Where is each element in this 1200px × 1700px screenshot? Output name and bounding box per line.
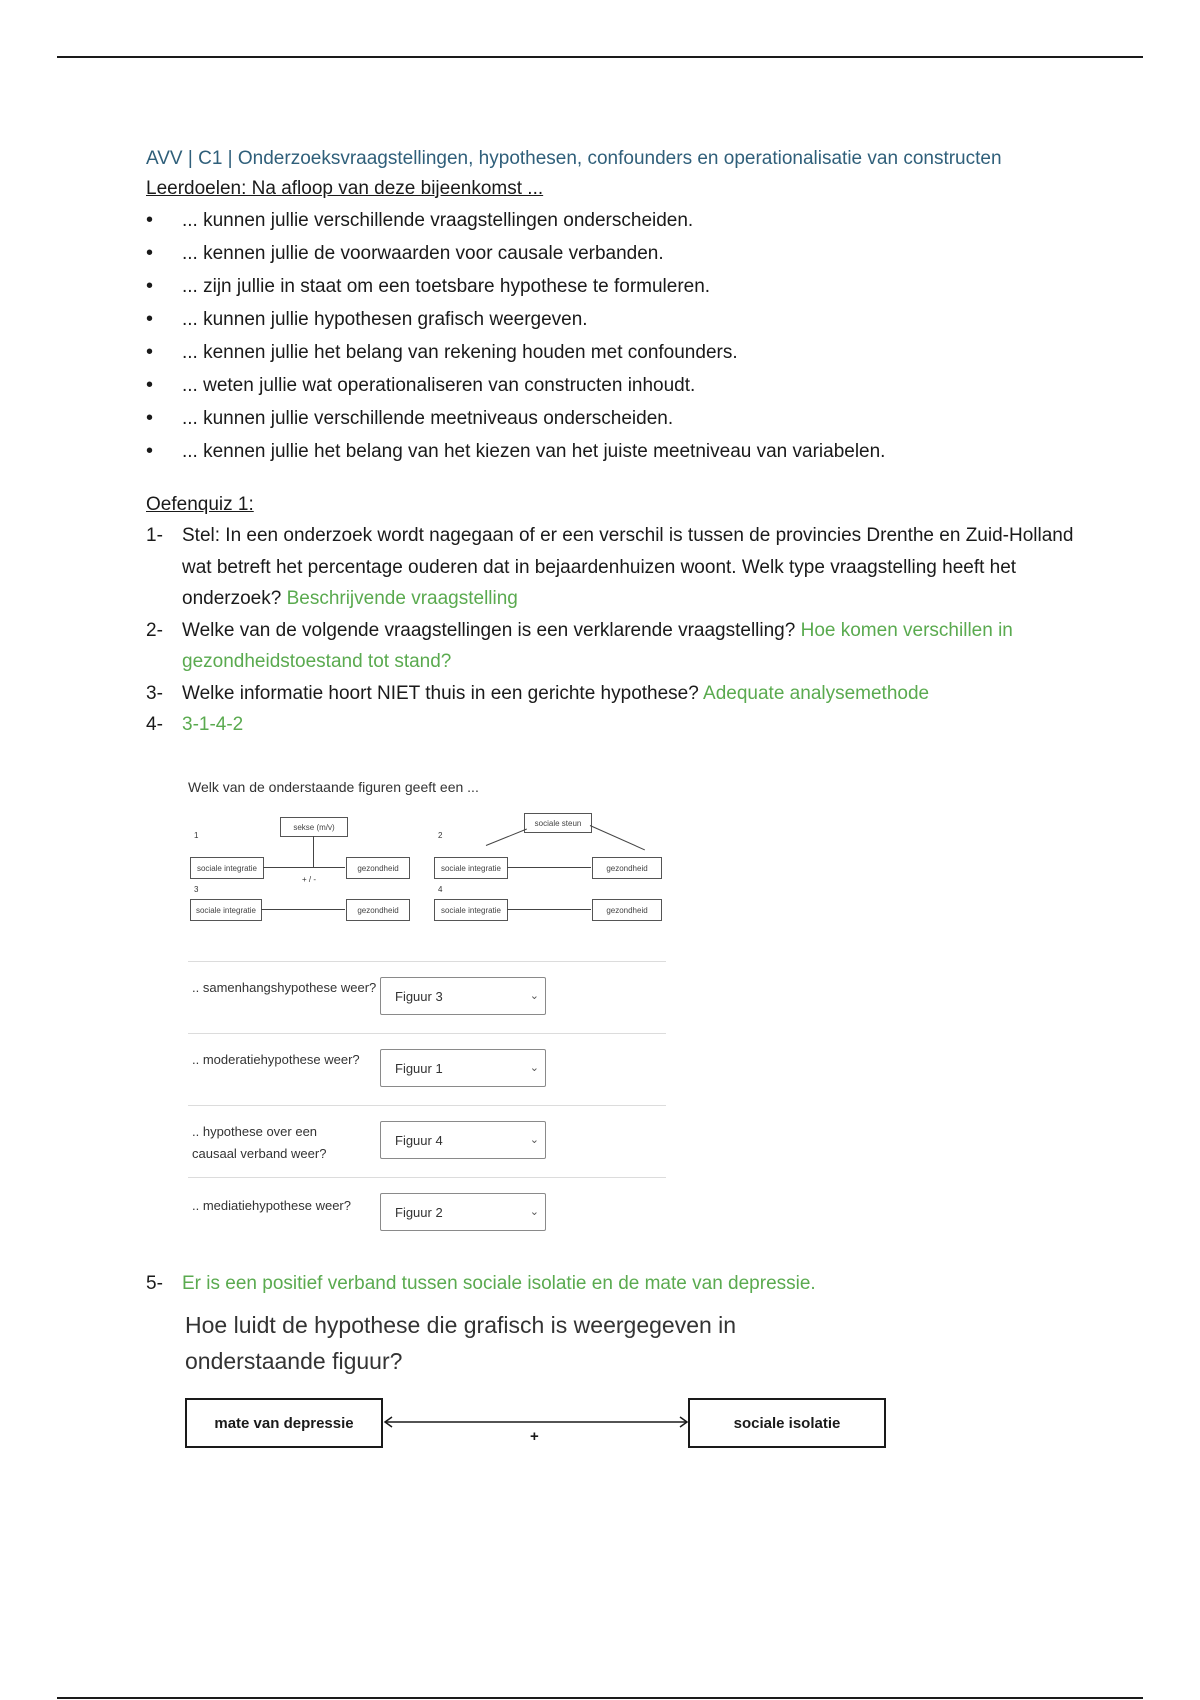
figure-number: 1 <box>194 831 199 840</box>
quiz-question-3 <box>146 678 1076 710</box>
fig1-y-box: gezondheid <box>346 857 410 879</box>
mediation-arrow-b <box>590 825 645 850</box>
moderator-arrow <box>313 836 314 867</box>
list-item: • ... kennen jullie de voorwaarden voor causale verbanden. <box>146 237 1076 270</box>
figure-select[interactable] <box>380 1049 546 1087</box>
embedded-quiz-figure <box>186 775 666 1240</box>
row-question: .. hypothese over een causaal verband weer? <box>192 1124 327 1161</box>
figure-select[interactable] <box>380 1193 546 1231</box>
goals-heading: Leerdoelen: Na afloop van deze bijeenkomst ... <box>146 178 544 199</box>
answer-text: 3-1-4-2 <box>182 714 244 735</box>
question-number: 5- <box>146 1273 163 1294</box>
fig4-y-box: gezondheid <box>592 899 662 921</box>
quiz-question-1 <box>146 520 1076 615</box>
fig1-arrow <box>263 867 345 868</box>
answer-text: Beschrijvende vraagstelling <box>286 588 518 609</box>
figure-number: 2 <box>438 831 443 840</box>
question-number: 1- <box>146 525 163 546</box>
figure-select[interactable] <box>380 1121 546 1159</box>
divider <box>188 1177 666 1178</box>
fig1-sign-label: + / - <box>302 875 317 884</box>
list-item: • ... zijn jullie in staat om een toetsbare hypothese te formuleren. <box>146 270 1076 303</box>
answer-text: Adequate analysemethode <box>703 682 930 704</box>
fig1-x-box: sociale integratie <box>190 857 264 879</box>
mediation-arrow-a <box>486 829 527 846</box>
question-text: Welke informatie hoort NIET thuis in een gerichte hypothese? <box>182 682 699 704</box>
chevron-down-icon: ⌄ <box>529 1062 539 1074</box>
quiz-question-4 <box>146 709 1076 741</box>
list-item: • ... kunnen jullie hypothesen grafisch weergeven. <box>146 303 1076 336</box>
moderator-box: sekse (m/v) <box>280 817 348 837</box>
list-item: • ... kennen jullie het belang van het kiezen van het juiste meetniveau van variabelen. <box>146 435 1076 468</box>
list-item: • ... kunnen jullie verschillende vraagstellingen onderscheiden. <box>146 204 1076 237</box>
figure-question: Hoe luidt de hypothese die grafisch is weergegeven in onderstaande figuur? <box>185 1312 737 1374</box>
row-question: .. mediatiehypothese weer? <box>192 1198 351 1213</box>
chevron-down-icon: ⌄ <box>529 1206 539 1218</box>
select-value: Figuur 3 <box>395 988 443 1004</box>
divider <box>188 1033 666 1034</box>
answer-text: Er is een positief verband tussen sociale isolatie en de mate van depressie. <box>182 1273 816 1294</box>
question-number: 2- <box>146 619 163 641</box>
figure-select[interactable] <box>380 977 546 1015</box>
select-value: Figuur 1 <box>395 1060 443 1076</box>
chevron-down-icon: ⌄ <box>529 990 539 1002</box>
fig3-y-box: gezondheid <box>346 899 410 921</box>
quiz-question-2 <box>146 615 1076 678</box>
divider <box>188 1105 666 1106</box>
answer-text: Hoe komen verschillen in gezondheidstoestand tot stand? <box>182 619 1013 672</box>
row-question: .. moderatiehypothese weer? <box>192 1052 360 1067</box>
isolation-box: sociale isolatie <box>688 1398 886 1448</box>
list-item: • ... kunnen jullie verschillende meetniveaus onderscheiden. <box>146 402 1076 435</box>
fig3-x-box: sociale integratie <box>190 899 262 921</box>
select-value: Figuur 4 <box>395 1132 443 1148</box>
divider <box>188 961 666 962</box>
fig3-line <box>261 909 345 910</box>
list-item: • ... kennen jullie het belang van rekening houden met confounders. <box>146 336 1076 369</box>
fig2-y-box: gezondheid <box>592 857 662 879</box>
fig4-x-box: sociale integratie <box>434 899 508 921</box>
document-body <box>146 144 1076 741</box>
quiz-heading: Oefenquiz 1: <box>146 494 254 515</box>
chevron-down-icon: ⌄ <box>529 1134 539 1146</box>
positive-sign: + <box>530 1428 539 1445</box>
fig2-x-box: sociale integratie <box>434 857 508 879</box>
page-title: AVV | C1 | Onderzoeksvraagstellingen, hypothesen, confounders en operationalisatie van constructen <box>146 148 1002 169</box>
question-number: 4- <box>146 714 163 735</box>
select-value: Figuur 2 <box>395 1204 443 1220</box>
question-number: 3- <box>146 682 163 704</box>
top-rule <box>57 56 1143 58</box>
depression-box: mate van depressie <box>185 1398 383 1448</box>
quiz-list <box>146 520 1076 741</box>
fig2-arrow <box>507 867 591 868</box>
question-text: Welke van de volgende vraagstellingen is een verklarende vraagstelling? <box>182 619 796 641</box>
fig4-arrow <box>507 909 591 910</box>
embed-prompt: Welk van de onderstaande figuren geeft een ... <box>188 779 479 795</box>
figure-number: 3 <box>194 885 199 894</box>
bottom-rule <box>57 1697 1143 1699</box>
question-text: Stel: In een onderzoek wordt nagegaan of er een verschil is tussen de provincies Drenthe en Zuid-Holland wat betreft het percentage ouderen dat in bejaardenhuizen woont. Welk type vraagstelling heeft het onderzoek? <box>182 525 1074 609</box>
figure-number: 4 <box>438 885 443 894</box>
row-question: .. samenhangshypothese weer? <box>192 980 377 995</box>
list-item: • ... weten jullie wat operationaliseren van constructen inhoudt. <box>146 369 1076 402</box>
mediator-box: sociale steun <box>524 813 592 833</box>
goals-list <box>146 204 1076 468</box>
